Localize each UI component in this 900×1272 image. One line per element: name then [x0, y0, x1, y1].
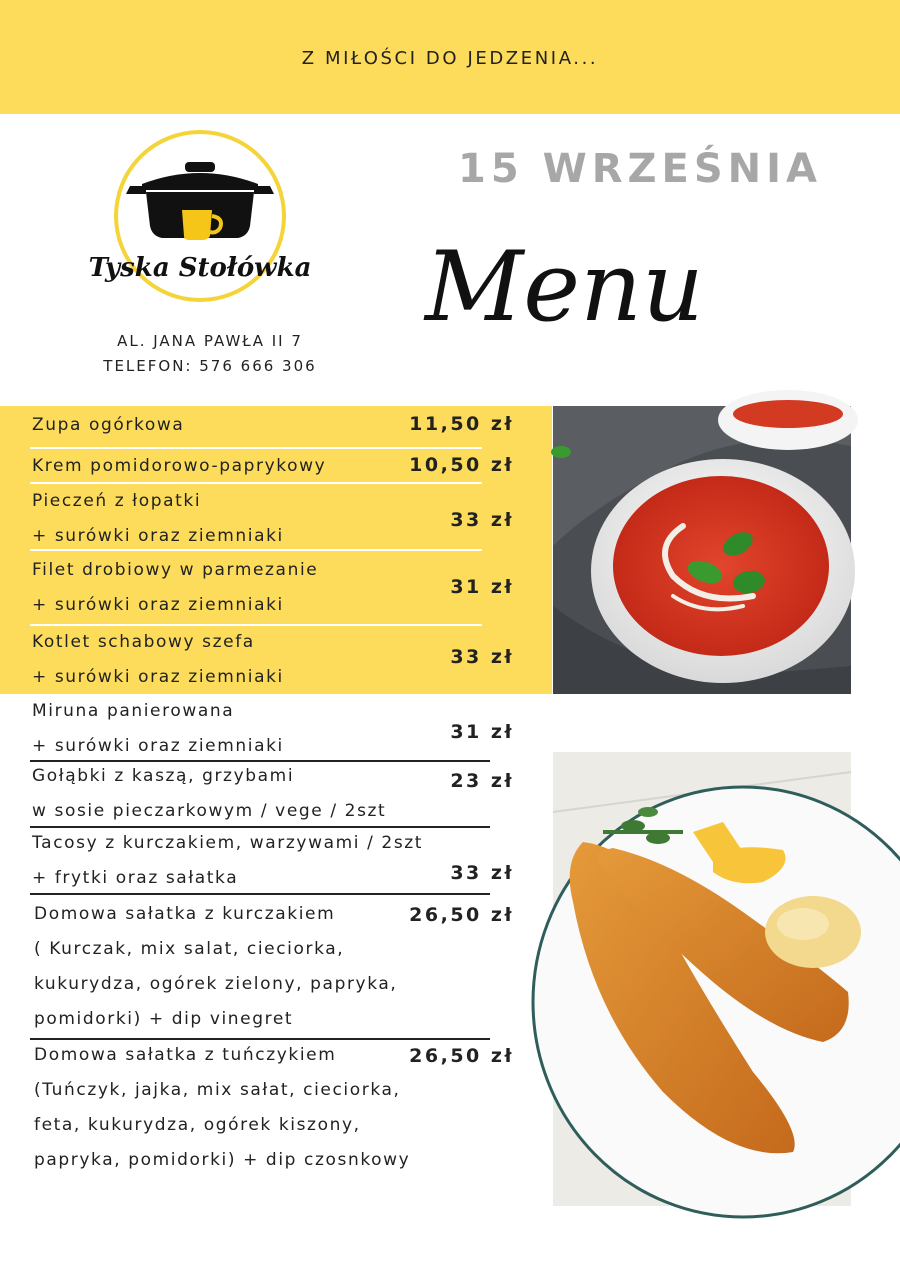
item-price: 11,50 zł	[409, 413, 514, 435]
item-name: Filet drobiowy w parmezanie	[32, 560, 319, 580]
item-price: 33 zł	[450, 509, 514, 531]
soup-photo	[553, 406, 851, 694]
divider	[30, 447, 482, 449]
menu-title	[415, 200, 704, 380]
item-name: Zupa ogórkowa	[32, 415, 185, 435]
item-name: Pieczeń z łopatki	[32, 491, 202, 511]
menu-title-text: Menu	[425, 231, 704, 343]
item-name: Tacosy z kurczakiem, warzywami / 2szt	[32, 833, 424, 853]
item-desc: pomidorki) + dip vinegret	[34, 1009, 294, 1029]
item-desc: feta, kukurydza, ogórek kiszony,	[34, 1115, 361, 1135]
item-name: Krem pomidorowo-paprykowy	[32, 456, 327, 476]
item-desc: w sosie pieczarkowym / vege / 2szt	[32, 801, 387, 821]
fish-photo	[553, 752, 851, 1206]
address-street: AL. JANA PAWŁA II 7	[117, 332, 303, 350]
item-price: 23 zł	[450, 770, 514, 792]
item-price: 26,50 zł	[409, 904, 514, 926]
item-desc: papryka, pomidorki) + dip czosnkowy	[34, 1150, 411, 1170]
item-desc: kukurydza, ogórek zielony, papryka,	[34, 974, 398, 994]
divider	[30, 893, 490, 895]
tagline: Z MIŁOŚCI DO JEDZENIA...	[301, 48, 599, 69]
divider	[30, 826, 490, 828]
divider	[30, 624, 482, 626]
item-name: Miruna panierowana	[32, 701, 235, 721]
item-name: Domowa sałatka z kurczakiem	[34, 904, 336, 924]
divider	[30, 1038, 490, 1040]
item-desc: + surówki oraz ziemniaki	[32, 526, 284, 546]
address-phone: TELEFON: 576 666 306	[103, 357, 317, 375]
item-desc: + frytki oraz sałatka	[32, 868, 239, 888]
item-price: 33 zł	[450, 646, 514, 668]
item-desc: + surówki oraz ziemniaki	[32, 595, 284, 615]
item-desc: (Tuńczyk, jajka, mix sałat, cieciorka,	[34, 1080, 401, 1100]
item-price: 31 zł	[450, 576, 514, 598]
menu-date: 15 WRZEŚNIA	[458, 146, 822, 192]
item-name: Kotlet schabowy szefa	[32, 632, 255, 652]
item-price: 10,50 zł	[409, 454, 514, 476]
divider	[30, 760, 490, 762]
divider	[30, 549, 482, 551]
item-price: 31 zł	[450, 721, 514, 743]
item-desc: ( Kurczak, mix salat, cieciorka,	[34, 939, 345, 959]
restaurant-logo	[80, 126, 320, 316]
item-desc: + surówki oraz ziemniaki	[32, 736, 284, 756]
item-name: Gołąbki z kaszą, grzybami	[32, 766, 295, 786]
divider	[30, 482, 482, 484]
item-price: 26,50 zł	[409, 1045, 514, 1067]
item-desc: + surówki oraz ziemniaki	[32, 667, 284, 687]
logo-text: Tyska Stołówka	[88, 253, 312, 283]
item-name: Domowa sałatka z tuńczykiem	[34, 1045, 337, 1065]
item-price: 33 zł	[450, 862, 514, 884]
